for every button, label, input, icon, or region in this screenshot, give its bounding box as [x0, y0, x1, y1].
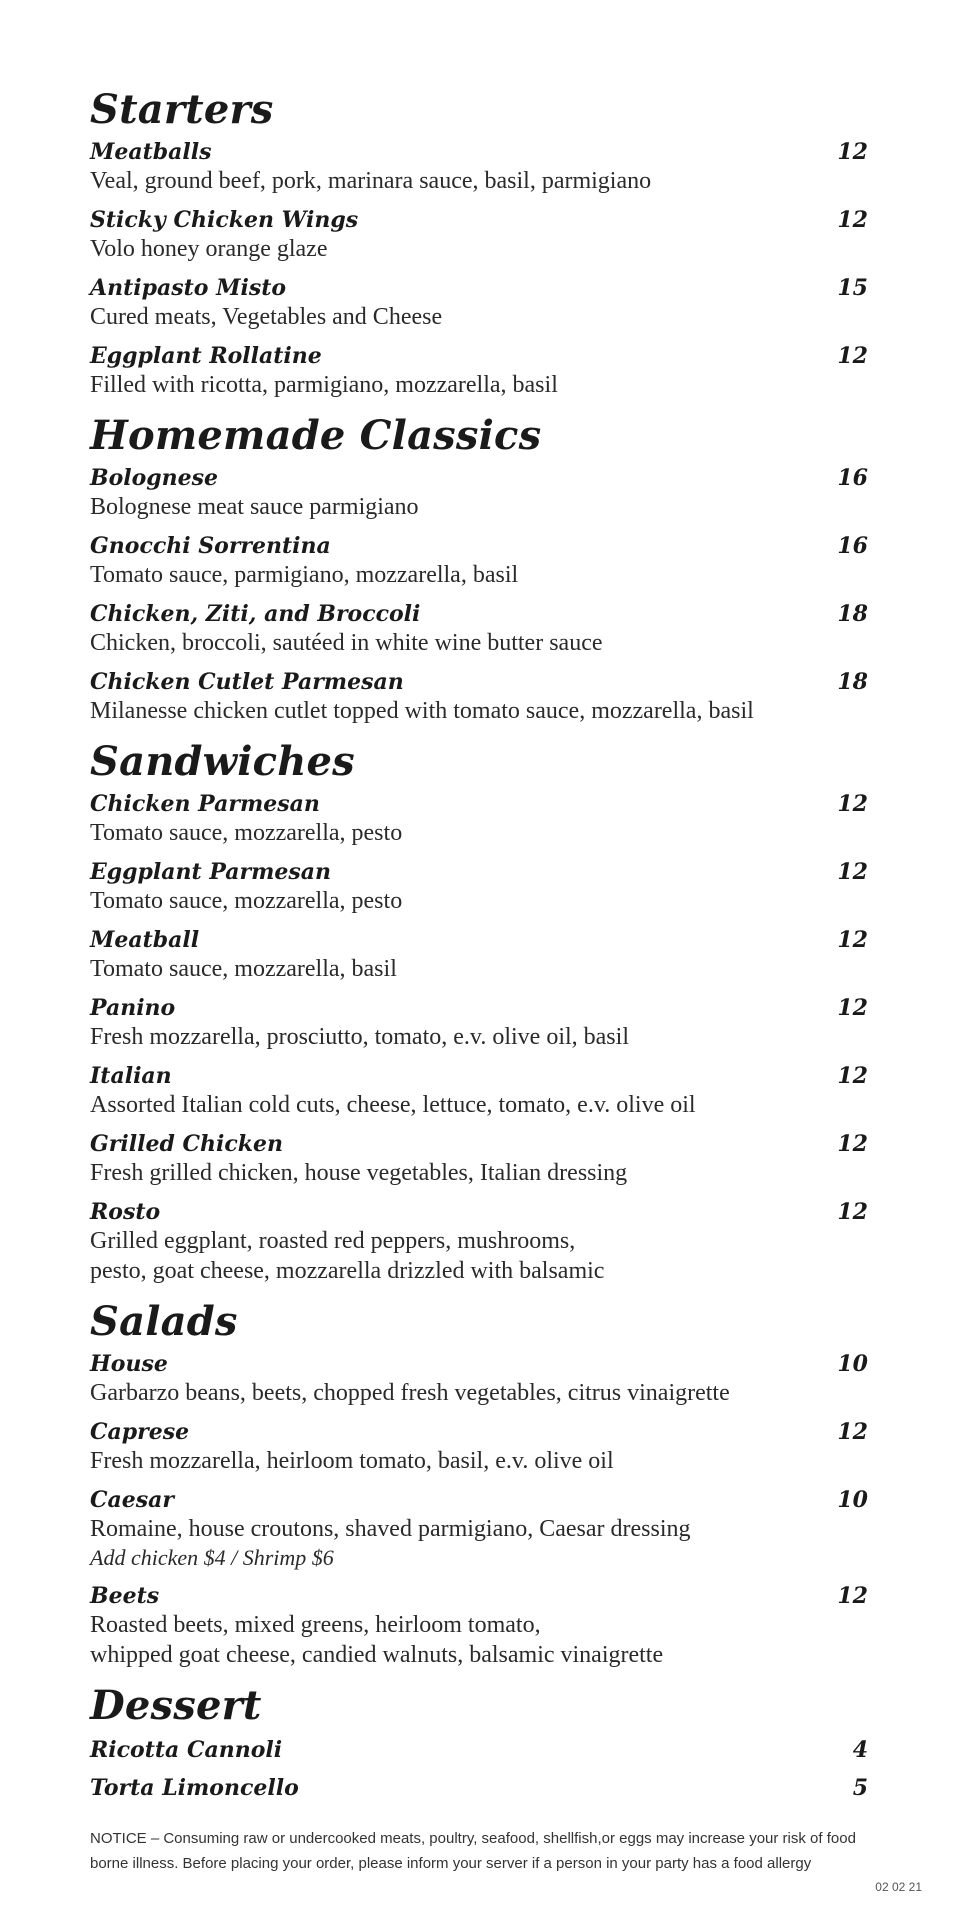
- menu: [90, 84, 870, 1810]
- menu-item-header: [90, 1772, 870, 1804]
- item-description: Fresh mozzarella, prosciutto, tomato, e.v. olive oil, basil: [90, 1024, 629, 1050]
- item-price: 12: [837, 927, 868, 953]
- item-name: Ricotta Cannoli: [90, 1737, 283, 1763]
- menu-item-header: [90, 1350, 870, 1378]
- item-description: Grilled eggplant, roasted red peppers, mushrooms, pesto, goat cheese, mozzarella drizzled with balsamic: [90, 1228, 605, 1284]
- item-price: 16: [837, 465, 868, 491]
- menu-section-starters: [90, 84, 870, 400]
- menu-item-header: [90, 274, 870, 302]
- item-price: 12: [837, 1583, 868, 1609]
- menu-item-header: [90, 464, 870, 492]
- item-description: Filled with ricotta, parmigiano, mozzarella, basil: [90, 372, 558, 398]
- menu-item-header: [90, 926, 870, 954]
- menu-item: [90, 1772, 870, 1804]
- item-price: 12: [837, 1419, 868, 1445]
- item-description: Milanesse chicken cutlet topped with tomato sauce, mozzarella, basil: [90, 698, 754, 724]
- item-name: Caprese: [90, 1419, 190, 1445]
- item-name: Sticky Chicken Wings: [90, 207, 359, 233]
- menu-item-header: [90, 858, 870, 886]
- menu-item: [90, 532, 870, 590]
- section-title: Homemade Classics: [90, 412, 542, 459]
- item-name: Rosto: [90, 1199, 161, 1225]
- item-name: Italian: [90, 1063, 172, 1089]
- menu-item: [90, 790, 870, 848]
- menu-item-header: [90, 1582, 870, 1610]
- menu-item-header: [90, 1418, 870, 1446]
- item-description: Tomato sauce, mozzarella, pesto: [90, 888, 403, 914]
- item-price: 10: [837, 1351, 868, 1377]
- menu-section-sandwiches: [90, 736, 870, 1286]
- menu-item: [90, 1130, 870, 1188]
- item-name: Gnocchi Sorrentina: [90, 533, 331, 559]
- item-name: Chicken Parmesan: [90, 791, 320, 817]
- item-name: Chicken, Ziti, and Broccoli: [90, 601, 421, 627]
- menu-item: [90, 1062, 870, 1120]
- item-name: Meatball: [90, 927, 200, 953]
- menu-item: [90, 1582, 870, 1670]
- menu-item: [90, 138, 870, 196]
- item-description: Fresh grilled chicken, house vegetables, Italian dressing: [90, 1160, 628, 1186]
- menu-item: [90, 206, 870, 264]
- item-price: 12: [837, 207, 868, 233]
- item-name: Eggplant Parmesan: [90, 859, 332, 885]
- menu-item: [90, 1486, 870, 1572]
- item-description: Assorted Italian cold cuts, cheese, lettuce, tomato, e.v. olive oil: [90, 1092, 696, 1118]
- menu-item: [90, 858, 870, 916]
- item-name: Grilled Chicken: [90, 1131, 283, 1157]
- menu-item: [90, 1418, 870, 1476]
- item-price: 4: [852, 1737, 868, 1763]
- menu-item-header: [90, 668, 870, 696]
- item-price: 12: [837, 139, 868, 165]
- section-title: Salads: [90, 1298, 238, 1345]
- menu-item: [90, 600, 870, 658]
- menu-item: [90, 1734, 870, 1766]
- item-description: Chicken, broccoli, sautéed in white wine butter sauce: [90, 630, 603, 656]
- menu-section-salads: [90, 1296, 870, 1670]
- menu-item-header: [90, 1734, 870, 1766]
- menu-item: [90, 926, 870, 984]
- item-description: Cured meats, Vegetables and Cheese: [90, 304, 443, 330]
- menu-item-header: [90, 342, 870, 370]
- item-description: Tomato sauce, parmigiano, mozzarella, basil: [90, 562, 519, 588]
- section-title: Dessert: [90, 1682, 262, 1729]
- menu-item: [90, 994, 870, 1052]
- item-name: Torta Limoncello: [90, 1775, 299, 1801]
- item-description: Tomato sauce, mozzarella, pesto: [90, 820, 403, 846]
- item-price: 18: [837, 601, 868, 627]
- item-name: Caesar: [90, 1487, 174, 1513]
- menu-item: [90, 1198, 870, 1286]
- menu-section-dessert: [90, 1680, 870, 1804]
- menu-item-header: [90, 1062, 870, 1090]
- menu-item-header: [90, 138, 870, 166]
- item-description: Volo honey orange glaze: [90, 236, 328, 262]
- item-price: 12: [837, 1063, 868, 1089]
- item-name: Chicken Cutlet Parmesan: [90, 669, 404, 695]
- item-price: 12: [837, 791, 868, 817]
- item-name: Beets: [90, 1583, 160, 1609]
- item-name: House: [90, 1351, 168, 1377]
- item-description: Fresh mozzarella, heirloom tomato, basil, e.v. olive oil: [90, 1448, 614, 1474]
- menu-item-header: [90, 206, 870, 234]
- menu-section-homemade-classics: [90, 410, 870, 726]
- item-price: 10: [837, 1487, 868, 1513]
- item-price: 15: [837, 275, 868, 301]
- menu-item: [90, 668, 870, 726]
- item-price: 5: [852, 1775, 868, 1801]
- item-description: Garbarzo beans, beets, chopped fresh vegetables, citrus vinaigrette: [90, 1380, 730, 1406]
- item-name: Bolognese: [90, 465, 219, 491]
- menu-item: [90, 464, 870, 522]
- menu-item-header: [90, 994, 870, 1022]
- menu-item-header: [90, 1130, 870, 1158]
- item-price: 12: [837, 995, 868, 1021]
- menu-item: [90, 1350, 870, 1408]
- item-price: 18: [837, 669, 868, 695]
- item-price: 12: [837, 343, 868, 369]
- menu-item-header: [90, 1486, 870, 1514]
- section-title: Sandwiches: [90, 738, 355, 785]
- menu-item-header: [90, 790, 870, 818]
- item-description: Tomato sauce, mozzarella, basil: [90, 956, 397, 982]
- item-name: Meatballs: [90, 139, 212, 165]
- menu-item-header: [90, 532, 870, 560]
- item-name: Antipasto Misto: [90, 275, 287, 301]
- item-description: Bolognese meat sauce parmigiano: [90, 494, 419, 520]
- section-title: Starters: [90, 86, 274, 133]
- item-price: 16: [837, 533, 868, 559]
- menu-item: [90, 274, 870, 332]
- item-add-on-note: Add chicken $4 / Shrimp $6: [90, 1545, 334, 1570]
- menu-item-header: [90, 1198, 870, 1226]
- date-code: 02 02 21: [875, 1880, 922, 1894]
- item-name: Eggplant Rollatine: [90, 343, 322, 369]
- item-description: Romaine, house croutons, shaved parmigiano, Caesar dressing: [90, 1516, 691, 1542]
- menu-item-header: [90, 600, 870, 628]
- item-name: Panino: [90, 995, 176, 1021]
- item-price: 12: [837, 1131, 868, 1157]
- menu-item: [90, 342, 870, 400]
- allergy-notice: NOTICE – Consuming raw or undercooked meats, poultry, seafood, shellfish,or eggs may increase your risk of food borne illness. Before placing your order, please inform your server if a person in your party has a food allergy: [90, 1830, 856, 1872]
- item-description: Veal, ground beef, pork, marinara sauce, basil, parmigiano: [90, 168, 652, 194]
- item-description: Roasted beets, mixed greens, heirloom tomato, whipped goat cheese, candied walnuts, balsamic vinaigrette: [90, 1612, 664, 1668]
- item-price: 12: [837, 859, 868, 885]
- item-price: 12: [837, 1199, 868, 1225]
